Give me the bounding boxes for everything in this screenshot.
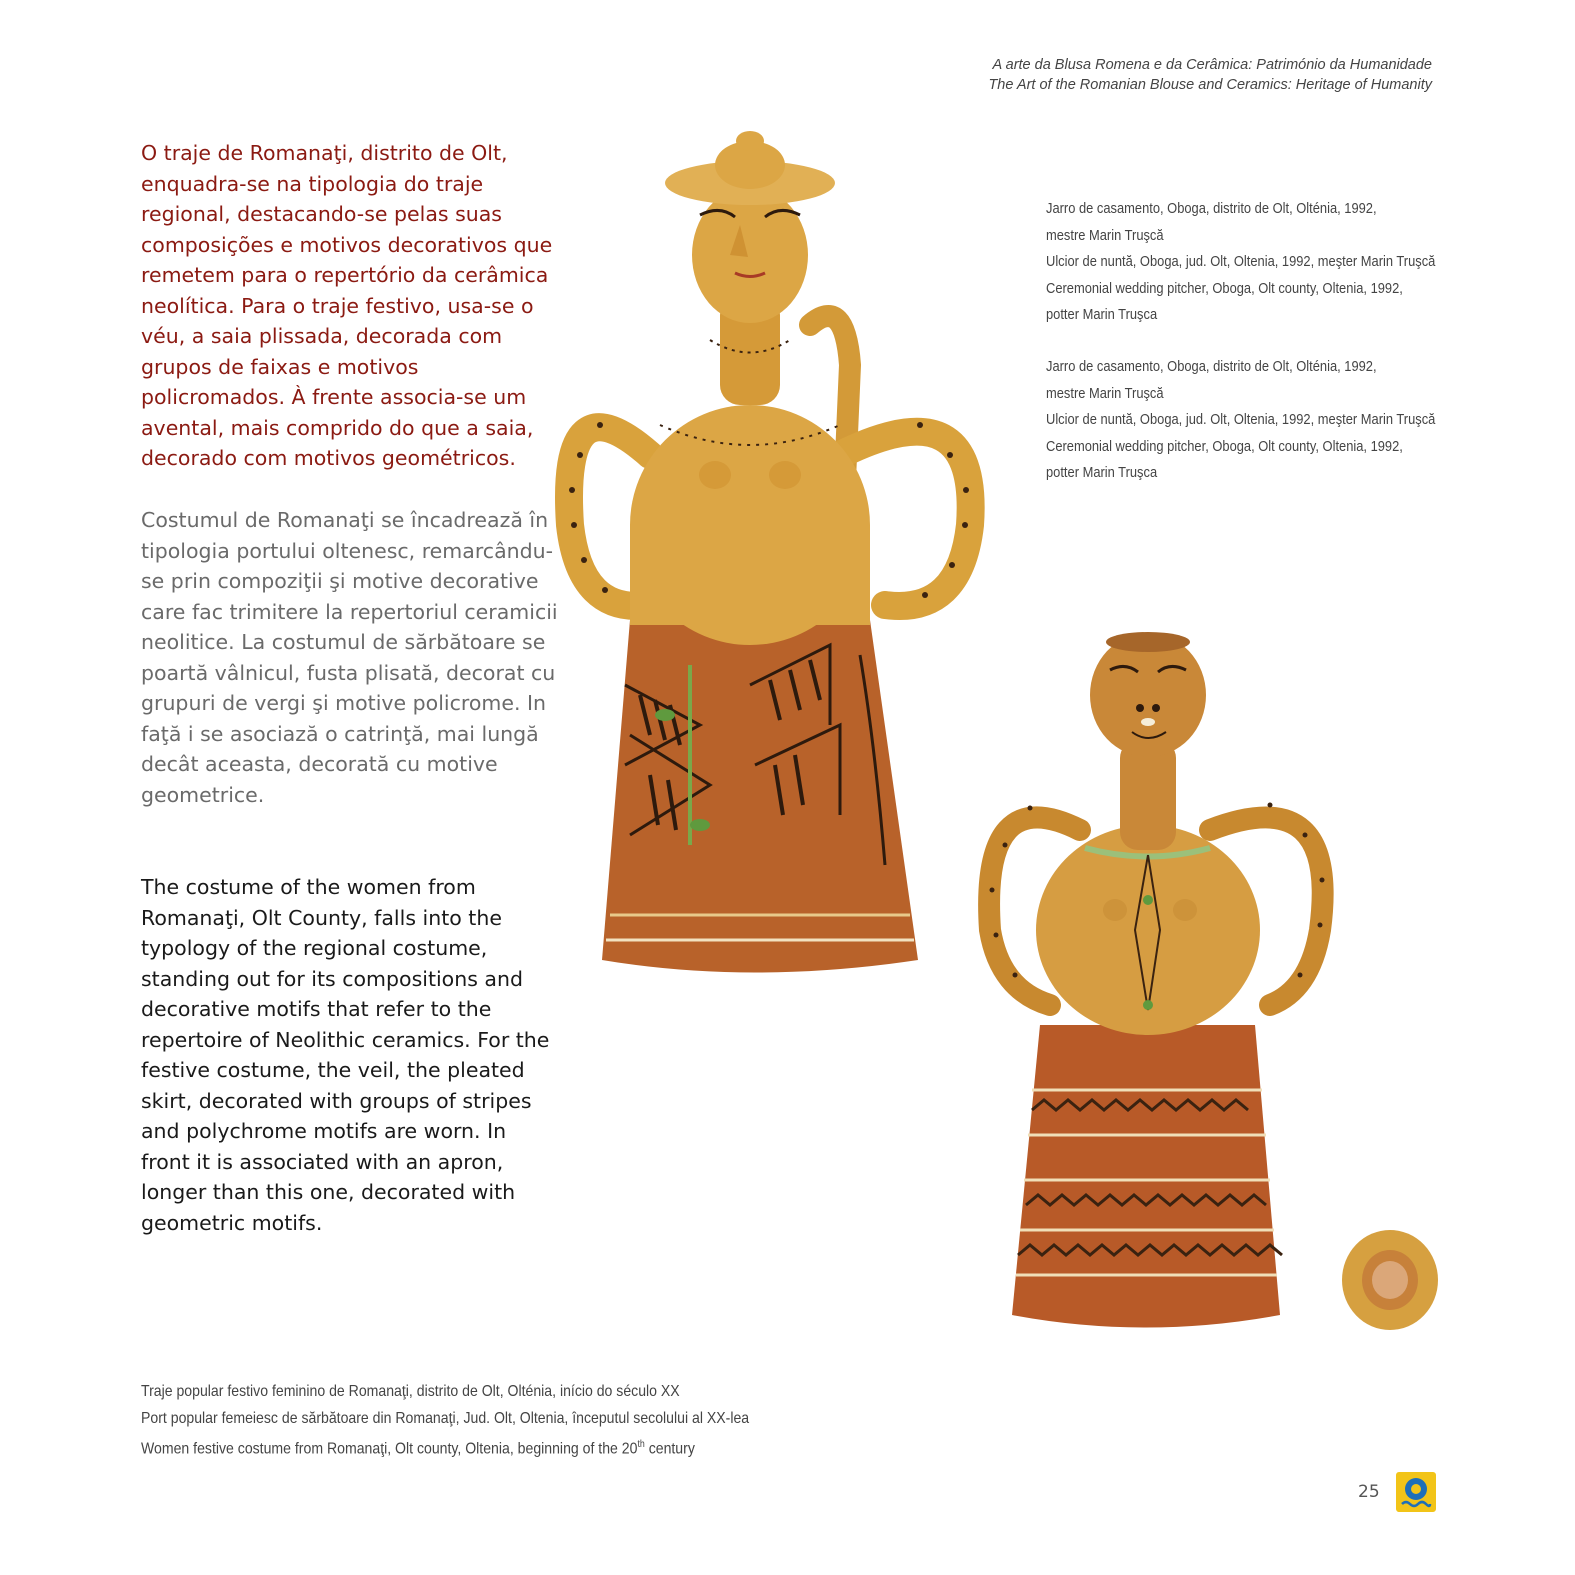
text-romanian [141, 505, 561, 810]
page-number: 25 [1358, 1482, 1380, 1502]
caption-2-line-2: mestre Marin Truşcă [1046, 384, 1164, 402]
caption-1-line-1: Jarro de casamento, Oboga, distrito de Olt, Olténia, 1992, [1046, 200, 1377, 217]
caption-1-line-3: Ulcior de nuntă, Oboga, jud. Olt, Oltenia, 1992, meşter Marin Truşcă [1046, 253, 1436, 270]
caption-1-line-5: potter Marin Truşca [1046, 306, 1158, 323]
caption-2-line-3: Ulcior de nuntă, Oboga, jud. Olt, Oltenia, 1992, meşter Marin Truşcă [1046, 411, 1436, 428]
caption-costume-line-3 [141, 1432, 749, 1463]
caption-costume-line-2: Port popular femeiesc de sărbătoare din Romanaţi, Jud. Olt, Oltenia, începutul secolului al XX-lea [141, 1409, 750, 1427]
paragraph-pt: O traje de Romanaţi, distrito de Olt, enquadra-se na tipologia do traje regional, destacando-se pelas suas composições e motivos decorativos que remetem para o repertório da cerâmica neolítica. Para o traje festivo, usa-se o véu, a saia plissada, decorada com grupos de faixas e motivos policromados. À frente associa-se um avental, mais comprido do que a saia, decorado com motivos geométricos. [141, 141, 553, 470]
caption-costume [141, 1379, 749, 1463]
caption-2-line-1: Jarro de casamento, Oboga, distrito de Olt, Olténia, 1992, [1046, 358, 1377, 375]
caption-costume-line-1: Traje popular festivo feminino de Romanaţi, distrito de Olt, Olténia, início do século XX [141, 1383, 680, 1400]
text-portuguese [141, 138, 561, 474]
caption-2-line-5: potter Marin Truşca [1046, 464, 1158, 481]
caption-2-line-4: Ceremonial wedding pitcher, Oboga, Olt county, Oltenia, 1992, [1046, 437, 1403, 455]
paragraph-en: The costume of the women from Romanaţi, Olt County, falls into the typology of the regional costume, standing out for its compositions and decorative motifs that refer to the repertoire of Neolithic ceramics. For the festive costume, the veil, the pleated skirt, decorated with groups of stripes and polychrome motifs are worn. In front it is associated with an apron, longer than this one, decorated with geometric motifs. [141, 875, 550, 1235]
paragraph-ro: Costumul de Romanaţi se încadrează în tipologia portului oltenesc, remarcându-se prin compoziţii şi motive decorative care fac trimitere la repertoriul ceramicii neolitice. La costumul de sărbătoare se poartă vâlnicul, fusta plisată, decorat cu grupuri de vergi şi motive policrome. In faţă i se asociază o catrinţă, mai lungă decât aceasta, decorată cu motive geometrice. [141, 508, 558, 807]
caption-costume-line-3-end: century [644, 1440, 695, 1458]
running-header [988, 55, 1432, 95]
caption-1-line-4: Ceremonial wedding pitcher, Oboga, Olt county, Oltenia, 1992, [1046, 279, 1403, 297]
text-english [141, 872, 561, 1238]
header-line-pt: A arte da Blusa Romena e da Cerâmica: Património da Humanidade [992, 57, 1432, 73]
header-line-en: The Art of the Romanian Blouse and Ceramics: Heritage of Humanity [988, 77, 1432, 93]
caption-pitcher-2 [1046, 354, 1435, 487]
publisher-logo-icon [1396, 1472, 1436, 1512]
caption-pitcher-1 [1046, 196, 1435, 329]
wedding-pitcher-large-photo [540, 125, 1000, 995]
caption-costume-line-3-text: Women festive costume from Romanaţi, Olt county, Oltenia, beginning of the 20 [141, 1440, 638, 1458]
ordinal-suffix: th [637, 1439, 645, 1450]
wedding-pitcher-small-photo [970, 630, 1450, 1350]
caption-1-line-2: mestre Marin Truşcă [1046, 226, 1164, 244]
